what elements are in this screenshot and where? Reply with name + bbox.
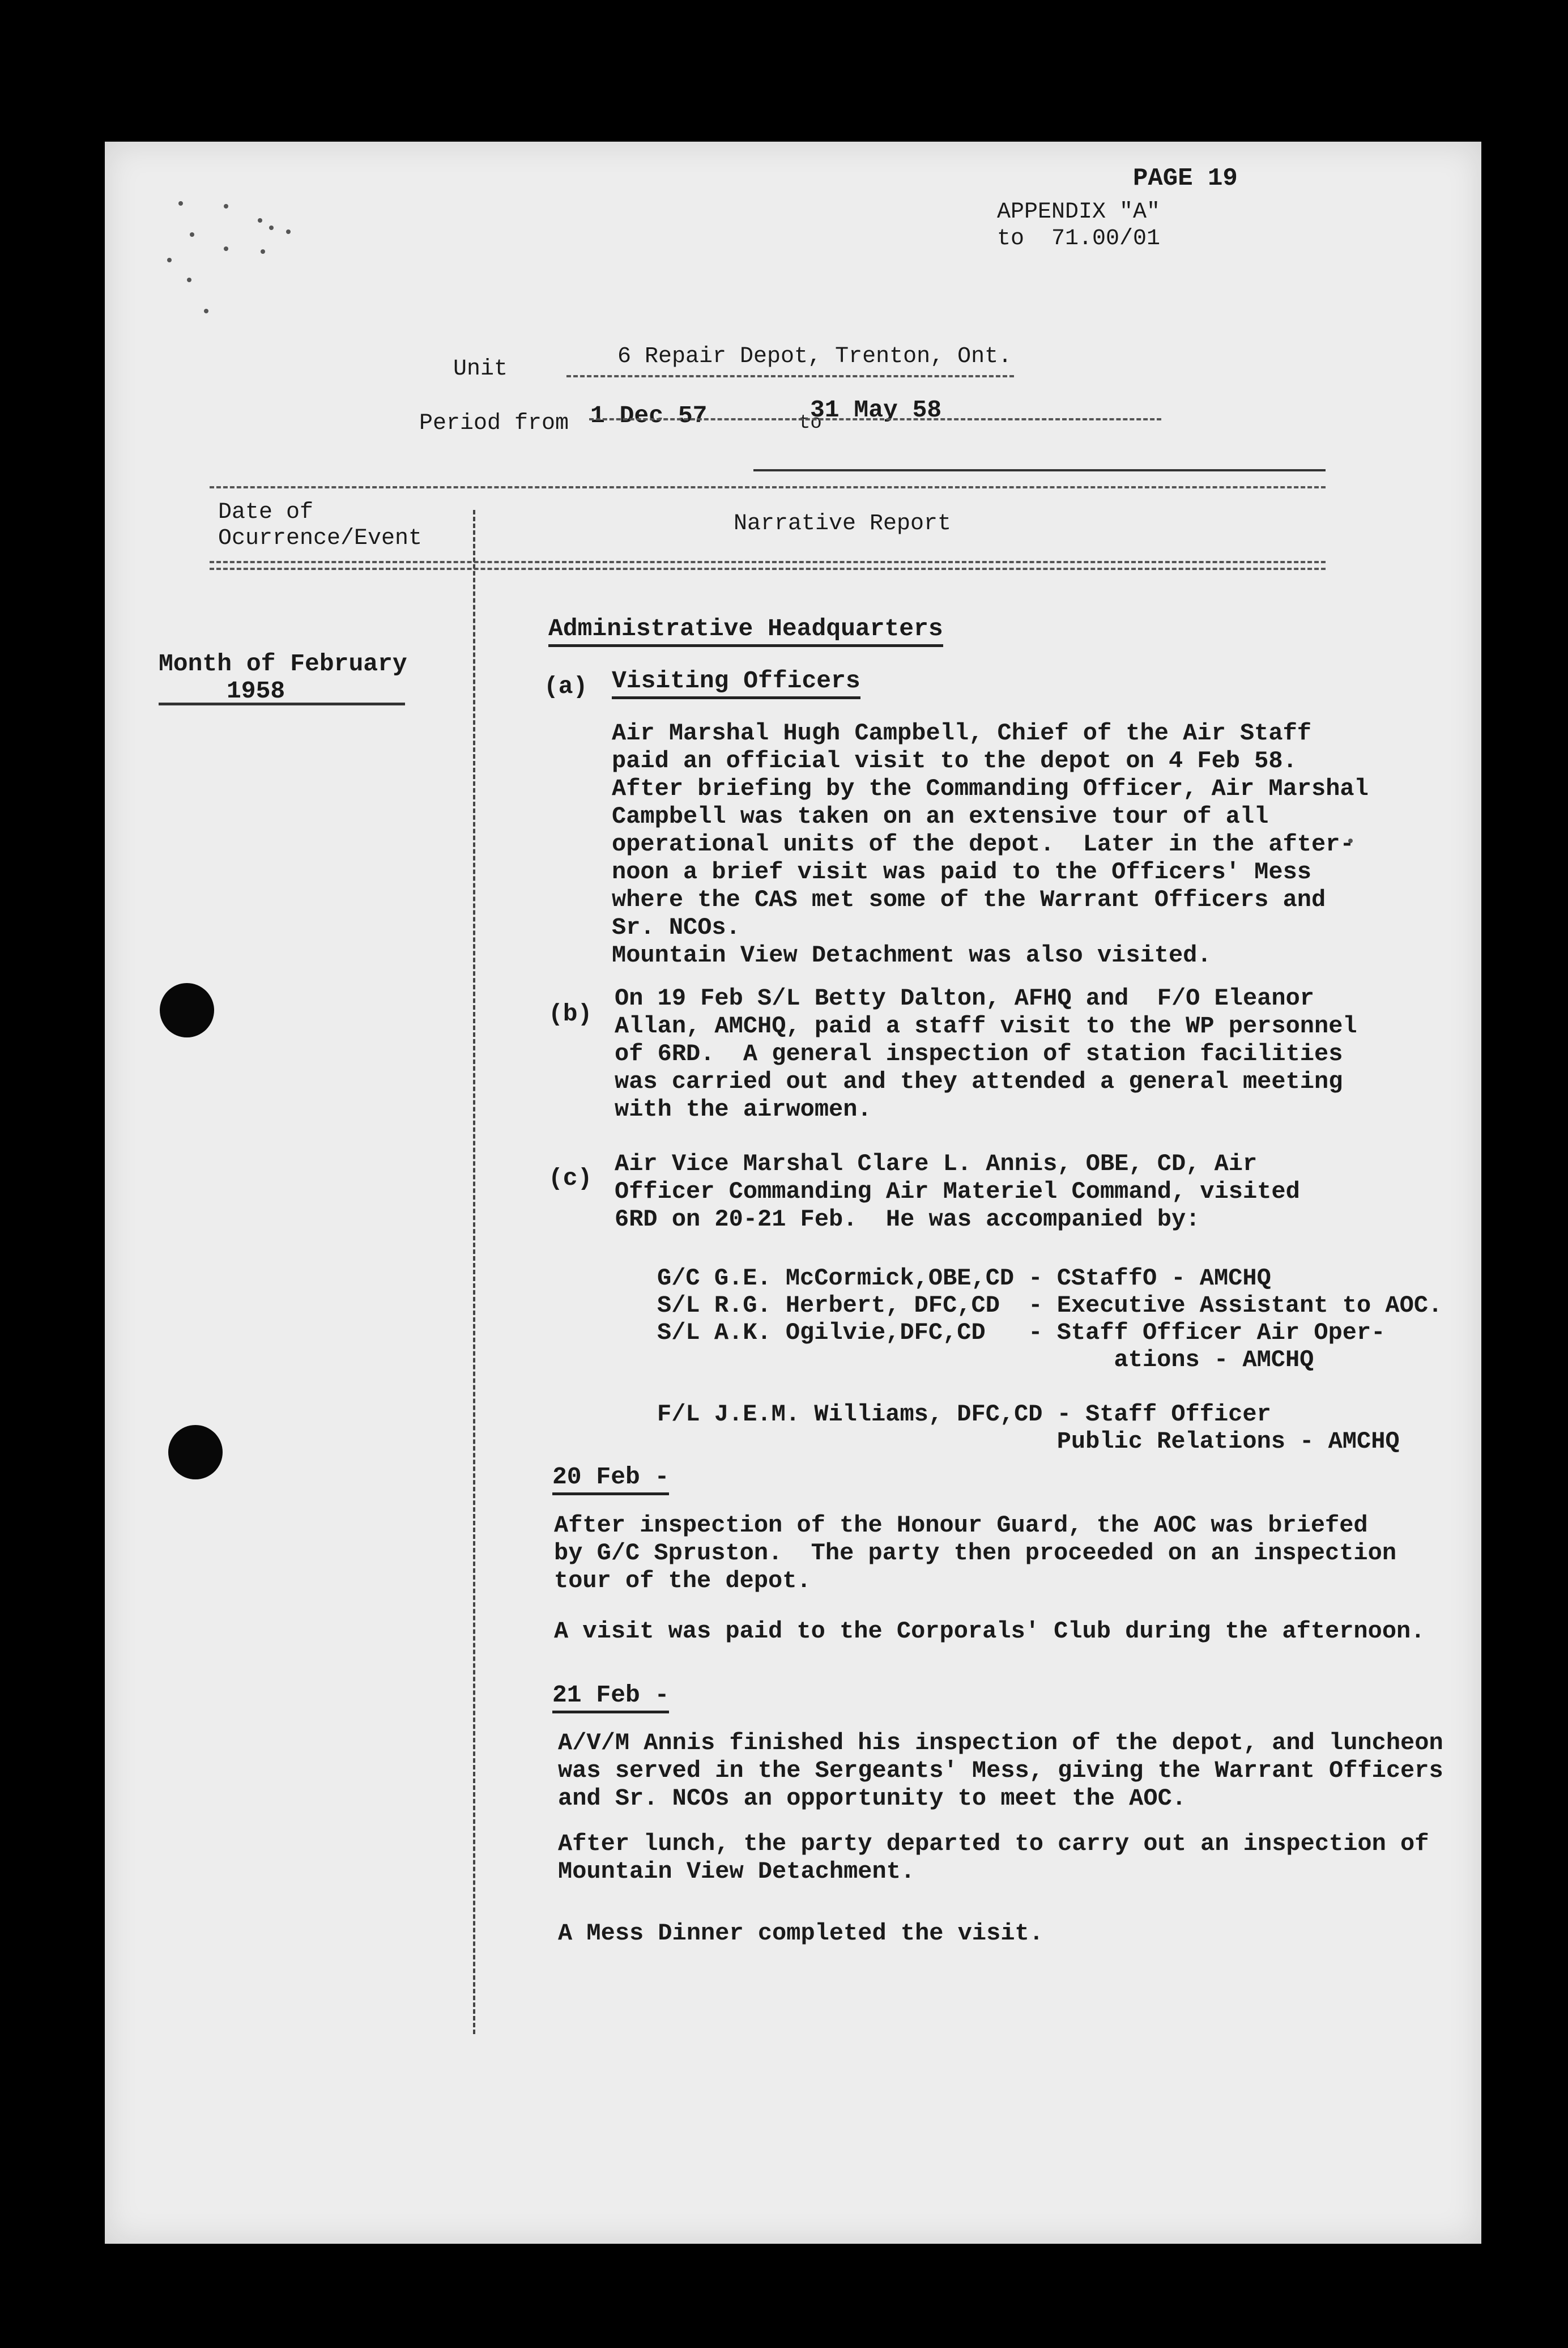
section-title: Administrative Headquarters	[548, 616, 943, 647]
period-label: Period from	[419, 411, 569, 436]
appendix-label: APPENDIX "A"	[997, 199, 1161, 225]
day-20-paragraph-2: A visit was paid to the Corporals' Club during the afternoon.	[554, 1618, 1425, 1645]
item-a-text: Air Marshal Hugh Campbell, Chief of the Air Staff paid an official visit to the depot on 4 Feb 58. After briefing by the Commanding Officer, Air Marshal Campbell was taken on an extensive tour of all operational units of the depot. Later in the after- noon a brief visit was paid to the Officers' Mess where the CAS met some of the Warrant Officers and Sr. NCOs. Mountain View Detachment was also visited.	[612, 720, 1369, 969]
column-divider	[473, 510, 475, 2034]
column-header-rule-bottom-2	[210, 568, 1326, 570]
column-header-rule-bottom	[210, 561, 1326, 563]
day-21-paragraph-2: After lunch, the party departed to carry out an inspection of Mountain View Detachment.	[558, 1830, 1429, 1885]
item-b-marker: (b)	[548, 1000, 593, 1028]
accompanying-officers-list: G/C G.E. McCormick,OBE,CD - CStaffO - AMCHQ S/L R.G. Herbert, DFC,CD - Executive Assistant to AOC. S/L A.K. Ogilvie,DFC,CD - Staff Officer Air Oper- ations - AMCHQ F/L J.E.M. Williams, DFC,CD - Staff Officer Public Relations - AMCHQ	[657, 1265, 1443, 1455]
page-number: PAGE 19	[1133, 164, 1238, 193]
day-21-paragraph-3: A Mess Dinner completed the visit.	[558, 1920, 1043, 1947]
unit-underline	[566, 375, 1014, 377]
item-c-marker: (c)	[548, 1164, 593, 1192]
period-to: 31 May 58	[810, 396, 942, 424]
appendix-reference: to 71.00/01	[997, 226, 1161, 252]
punch-hole-lower	[168, 1425, 223, 1479]
column-header-rule-top	[210, 486, 1326, 488]
year-label: 1958	[227, 677, 286, 705]
item-b-text: On 19 Feb S/L Betty Dalton, AFHQ and F/O Eleanor Allan, AMCHQ, paid a staff visit to the WP personnel of 6RD. A general inspection of station facilities was carried out and they attended a general meeting with the airwomen.	[615, 985, 1357, 1123]
month-label: Month of February	[159, 650, 407, 678]
day-heading-21-feb: 21 Feb -	[552, 1683, 669, 1713]
unit-value: 6 Repair Depot, Trenton, Ont.	[617, 344, 1012, 369]
punch-hole-upper	[160, 983, 214, 1037]
item-a-marker: (a)	[544, 673, 588, 700]
column-header-rule-top-solid	[753, 469, 1326, 471]
date-column-label: Date of Ocurrence/Event	[218, 500, 423, 551]
period-from: 1 Dec 57	[590, 402, 708, 429]
unit-label: Unit	[453, 356, 508, 382]
day-21-paragraph-1: A/V/M Annis finished his inspection of the depot, and luncheon was served in the Sergeants' Mess, giving the Warrant Officers and Sr. NCOs an opportunity to meet the AOC.	[558, 1729, 1443, 1812]
item-a-title: Visiting Officers	[612, 669, 860, 699]
day-heading-20-feb: 20 Feb -	[552, 1465, 669, 1495]
period-to-word: to	[799, 412, 822, 434]
narrative-column-label: Narrative Report	[734, 511, 952, 537]
period-underline	[589, 418, 1161, 420]
month-underline	[159, 703, 405, 705]
item-c-text: Air Vice Marshal Clare L. Annis, OBE, CD, Air Officer Commanding Air Materiel Command, visited 6RD on 20-21 Feb. He was accompanied by:	[615, 1150, 1300, 1233]
day-20-paragraph-1: After inspection of the Honour Guard, the AOC was briefed by G/C Spruston. The party then proceeded on an inspection tour of the depot.	[554, 1512, 1397, 1594]
